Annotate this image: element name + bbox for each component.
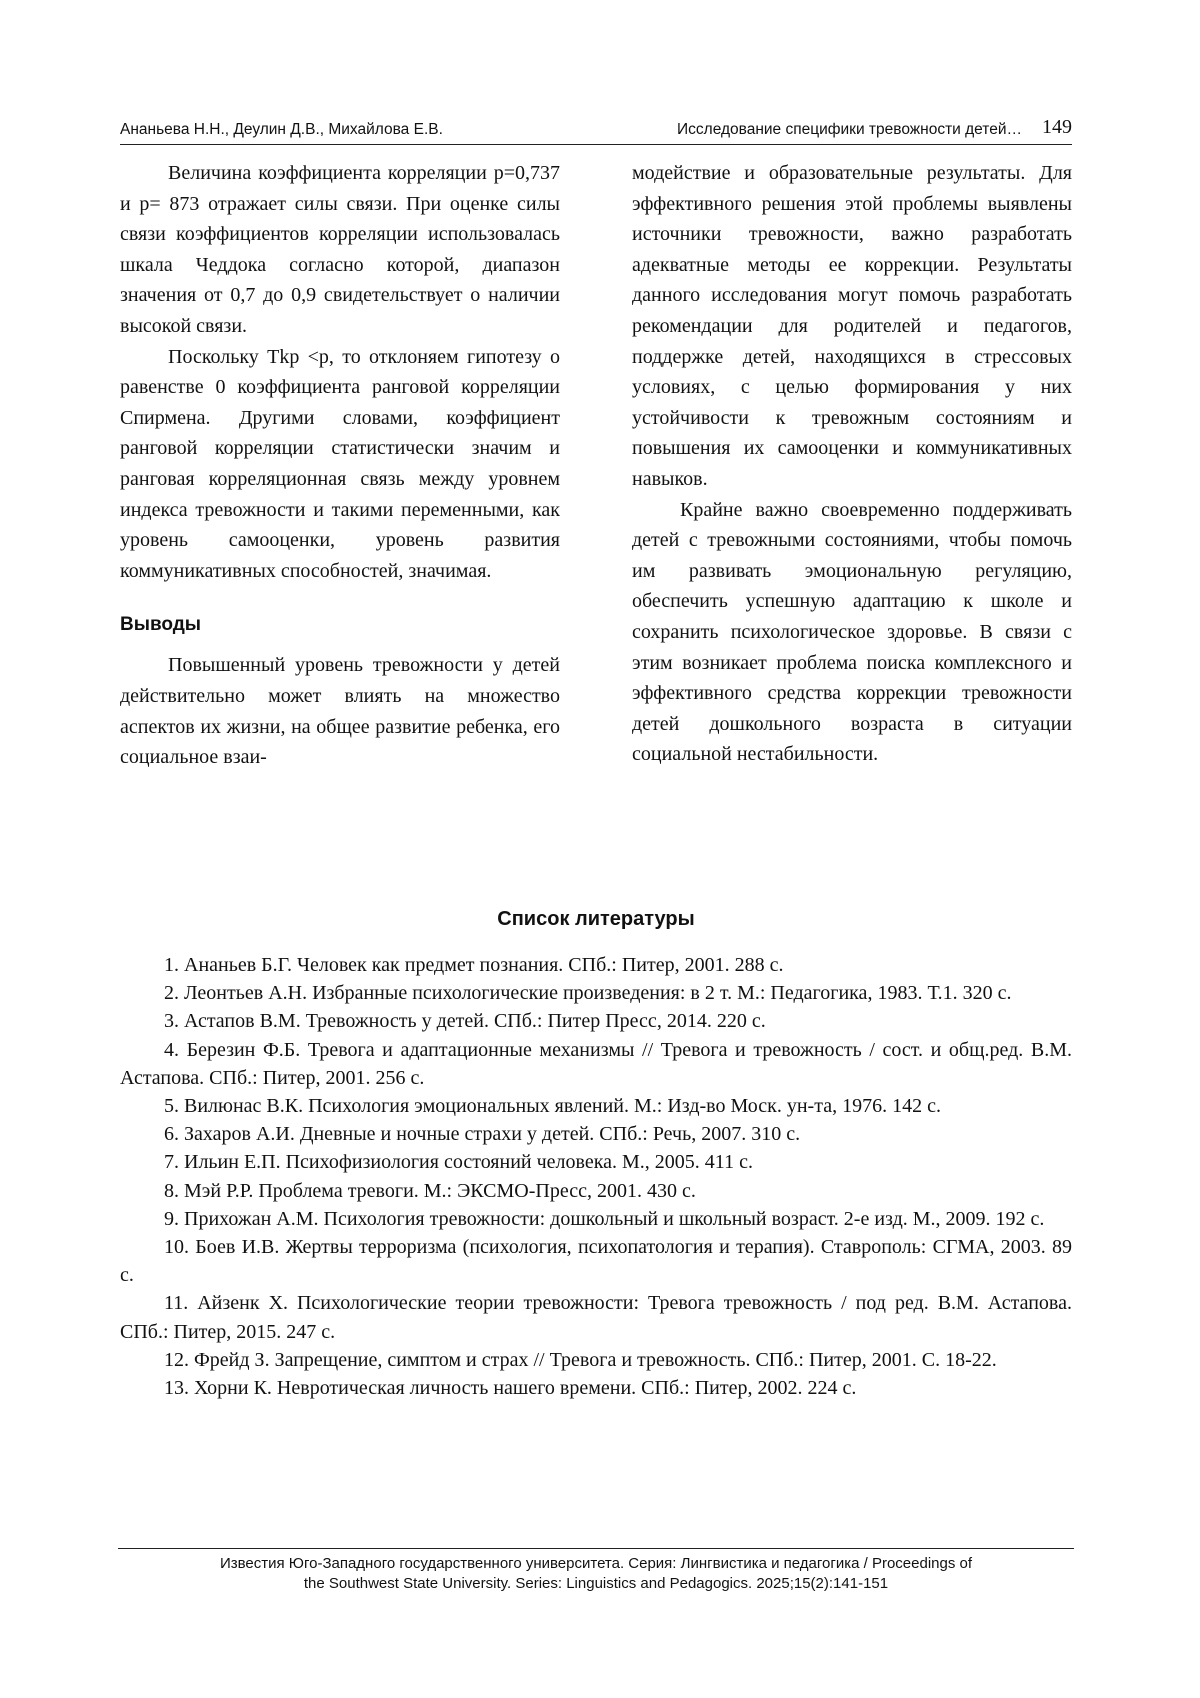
reference-item: 1. Ананьев Б.Г. Человек как предмет познания. СПб.: Питер, 2001. 288 с. bbox=[164, 954, 784, 976]
page-header bbox=[120, 118, 1072, 145]
reference-item: 12. Фрейд З. Запрещение, симптом и страх // Тревога и тревожность. СПб.: Питер, 2001. С. 18-22. bbox=[164, 1348, 997, 1371]
footer-line: Известия Юго-Западного государственного университета. Серия: Лингвистика и педагогика / Proceedings of bbox=[219, 1555, 973, 1572]
section-title-conclusions: Выводы bbox=[120, 614, 202, 636]
paragraph: Повышенный уровень тревожности у детей действительно может влиять на множество аспектов их жизни, на общее развитие ребенка, его социальное взаи- bbox=[120, 654, 560, 769]
page-number: 149 bbox=[1042, 116, 1072, 138]
page-footer bbox=[120, 1554, 1072, 1594]
reference-item: 4. Березин Ф.Б. Тревога и адаптационные механизмы // Тревога и тревожность / сост. и общ.ред. В.М. Астапова. СПб.: Питер, 2001. 256 с. bbox=[120, 1038, 1072, 1089]
reference-item: 2. Леонтьев А.Н. Избранные психологические произведения: в 2 т. М.: Педагогика, 1983. Т.1. 320 с. bbox=[164, 982, 1012, 1005]
header-running-title: Исследование специфики тревожности детей… bbox=[677, 121, 1022, 138]
footer-line: the Southwest State University. Series: Linguistics and Pedagogics. 2025;15(2):141-151 bbox=[303, 1575, 889, 1592]
left-column bbox=[120, 158, 560, 773]
reference-item: 3. Астапов В.М. Тревожность у детей. СПб.: Питер Пресс, 2014. 220 с. bbox=[164, 1010, 766, 1033]
reference-item: 7. Ильин Е.П. Психофизиология состояний человека. М., 2005. 411 с. bbox=[164, 1151, 753, 1174]
paragraph: Поскольку Tkp <p, то отклоняем гипотезу о равенстве 0 коэффициента ранговой корреляции Спирмена. Другими словами, коэффициент ранговой корреляции статистически значим и ранговая корреляционная связь между уровнем индекса тревожности и такими переменными, как уровень самооценки, уровень развития коммуникативных способностей, значимая. bbox=[120, 345, 560, 582]
reference-item: 5. Вилюнас В.К. Психология эмоциональных явлений. М.: Изд-во Моск. ун-та, 1976. 142 с. bbox=[164, 1095, 941, 1118]
paragraph: Величина коэффициента корреляции p=0,737 и p= 873 отражает силы связи. При оценке силы связи коэффициентов корреляции использовалась шкала Чеддока согласно которой, диапазон значения от 0,7 до 0,9 свидетельствует о наличии высокой связи. bbox=[120, 162, 560, 337]
footer-divider bbox=[118, 1548, 1074, 1549]
reference-item: 9. Прихожан А.М. Психология тревожности: дошкольный и школьный возраст. 2-е изд. М., 2009. 192 с. bbox=[164, 1207, 1045, 1230]
references-title: Список литературы bbox=[497, 908, 695, 930]
references-list bbox=[120, 951, 1072, 1402]
reference-item: 6. Захаров А.И. Дневные и ночные страхи у детей. СПб.: Речь, 2007. 310 с. bbox=[164, 1123, 801, 1146]
right-column bbox=[632, 158, 1072, 770]
reference-item: 10. Боев И.В. Жертвы терроризма (психология, психопатология и терапия). Ставрополь: СГМА, 2003. 89 с. bbox=[120, 1236, 1072, 1287]
paragraph: Крайне важно своевременно поддерживать детей с тревожными состояниями, чтобы помочь им развивать эмоциональную регуляцию, обеспечить успешную адаптацию к школе и сохранить психологическое здоровье. В связи с этим возникает проблема поиска комплексного и эффективного средства коррекции тревожности детей дошкольного возраста в ситуации социальной нестабильности. bbox=[632, 498, 1072, 766]
reference-item: 13. Хорни К. Невротическая личность нашего времени. СПб.: Питер, 2002. 224 с. bbox=[164, 1377, 857, 1400]
paragraph: модействие и образовательные результаты. Для эффективного решения этой проблемы выявлены источники тревожности, важно разработать адекватные методы ее коррекции. Результаты данного исследования могут помочь разработать рекомендации для родителей и педагогов, поддержке детей, находящихся в стрессовых условиях, с целью формирования у них устойчивости к тревожным состояниям и повышения их самооценки и коммуникативных навыков. bbox=[632, 162, 1072, 490]
header-authors: Ананьева Н.Н., Деулин Д.В., Михайлова Е.В. bbox=[120, 121, 443, 138]
reference-item: 11. Айзенк Х. Психологические теории тревожности: Тревога тревожность / под ред. В.М. Астапова. СПб.: Питер, 2015. 247 с. bbox=[120, 1292, 1072, 1343]
reference-item: 8. Мэй Р.Р. Проблема тревоги. М.: ЭКСМО-Пресс, 2001. 430 с. bbox=[164, 1179, 696, 1202]
